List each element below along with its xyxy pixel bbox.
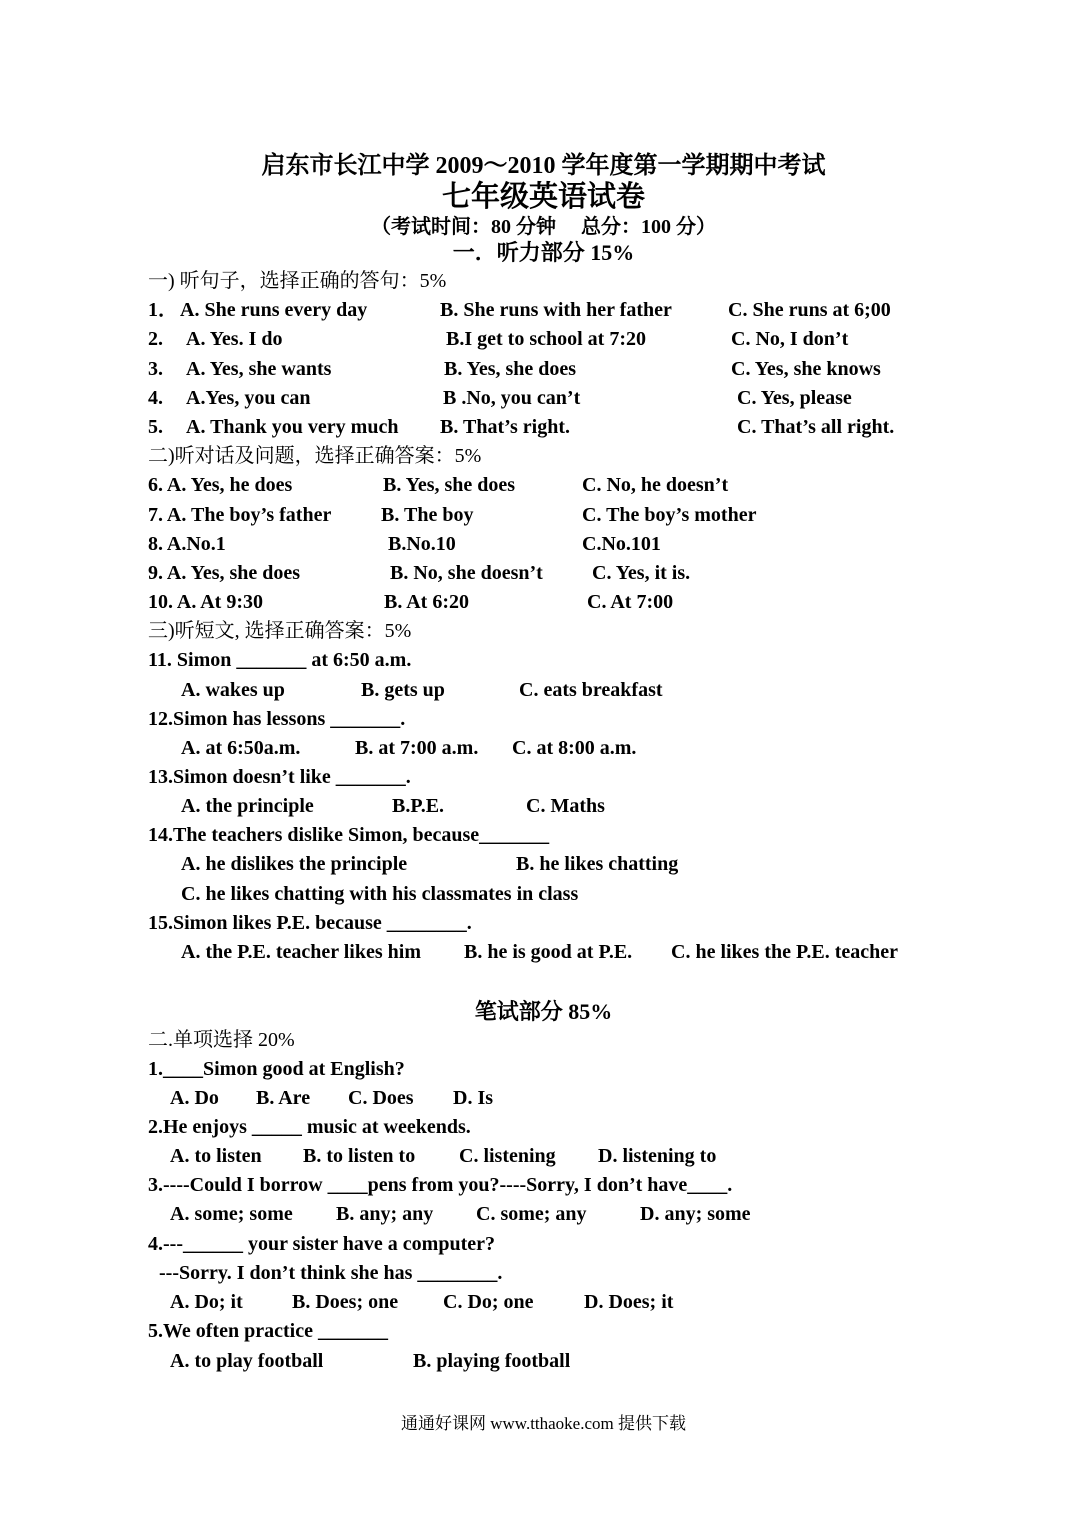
- footer-text: 通通好课网 www.tthaoke.com 提供下载: [400, 1414, 687, 1433]
- s3-q14-a: A. he dislikes the principle: [181, 853, 408, 875]
- s2-q7-a: 7. A. The boy’s father: [148, 504, 332, 526]
- s3-q11-c: C. eats breakfast: [519, 679, 663, 701]
- w-q3-c: C. some; any: [476, 1203, 587, 1225]
- s2-q10-c: C. At 7:00: [587, 591, 674, 613]
- s1-q2-b: B.I get to school at 7:20: [446, 328, 646, 350]
- s2-q8-b: B.No.10: [388, 533, 456, 555]
- written-title: 笔试部分 85%: [474, 999, 613, 1024]
- s3-q15-a: A. the P.E. teacher likes him: [181, 941, 421, 963]
- s1-q4-c: C. Yes, please: [737, 387, 852, 409]
- w-q1-d: D. Is: [453, 1087, 494, 1109]
- s1-q2-num: 2.: [148, 328, 163, 350]
- s1-q1-b: B. She runs with her father: [440, 299, 672, 321]
- s1-q1-c: C. She runs at 6;00: [728, 299, 891, 321]
- s2-q6-a: 6. A. Yes, he does: [148, 474, 293, 496]
- w-q5-a: A. to play football: [170, 1350, 324, 1372]
- s3-q15-c: C. he likes the P.E. teacher: [671, 941, 899, 963]
- s2-q9-b: B. No, she doesn’t: [390, 562, 543, 584]
- s3-q14: 14.The teachers dislike Simon, because_______: [148, 824, 550, 846]
- s3-q14-c: C. he likes chatting with his classmates in class: [181, 883, 579, 905]
- section3-heading: 三)听短文, 选择正确答案：5%: [148, 620, 412, 642]
- w-q2-a: A. to listen: [170, 1145, 262, 1167]
- s2-q9-c: C. Yes, it is.: [592, 562, 691, 584]
- w-q3: 3.----Could I borrow ____pens from you?----Sorry, I don’t have____.: [148, 1174, 733, 1196]
- w-q4-a: A. Do; it: [170, 1291, 243, 1313]
- s2-q7-b: B. The boy: [381, 504, 474, 526]
- s3-q13-a: A. the principle: [181, 795, 314, 817]
- s1-q2-a: A. Yes. I do: [186, 328, 283, 350]
- w-q5: 5.We often practice _______: [148, 1320, 388, 1342]
- s1-q4-a: A.Yes, you can: [186, 387, 311, 409]
- s3-q15: 15.Simon likes P.E. because ________.: [148, 912, 472, 934]
- w-q2-c: C. listening: [459, 1145, 556, 1167]
- exam-info: （考试时间：80 分钟 总分：100 分）: [371, 216, 716, 238]
- w-q4: 4.---______ your sister have a computer?: [148, 1233, 495, 1255]
- s3-q12-b: B. at 7:00 a.m.: [355, 737, 479, 759]
- s2-q8-a: 8. A.No.1: [148, 533, 226, 555]
- s1-q5-a: A. Thank you very much: [186, 416, 399, 438]
- s1-q3-b: B. Yes, she does: [444, 358, 577, 380]
- s3-q14-b: B. he likes chatting: [516, 853, 679, 875]
- s1-q4-num: 4.: [148, 387, 163, 409]
- s1-q2-c: C. No, I don’t: [731, 328, 849, 350]
- w-q1-c: C. Does: [348, 1087, 414, 1109]
- w-q1: 1.____Simon good at English?: [148, 1058, 405, 1080]
- school-line: 启东市长江中学 2009～2010 学年度第一学期期中考试: [261, 153, 826, 179]
- w-q3-a: A. some; some: [170, 1203, 293, 1225]
- s1-q5-num: 5.: [148, 416, 163, 438]
- s1-q3-a: A. Yes, she wants: [186, 358, 332, 380]
- s2-q6-b: B. Yes, she does: [383, 474, 516, 496]
- s1-q5-c: C. That’s all right.: [737, 416, 895, 438]
- w-q3-d: D. any; some: [640, 1203, 751, 1225]
- s1-q4-b: B .No, you can’t: [443, 387, 581, 409]
- s3-q13-b: B.P.E.: [392, 795, 445, 817]
- w-q1-a: A. Do: [170, 1087, 219, 1109]
- s2-q6-c: C. No, he doesn’t: [582, 474, 729, 496]
- s2-q10-a: 10. A. At 9:30: [148, 591, 263, 613]
- listening-title: 一．听力部分 15%: [452, 240, 635, 265]
- s1-q1-a: A. She runs every day: [180, 299, 368, 321]
- s2-q7-c: C. The boy’s mother: [582, 504, 757, 526]
- s3-q11-a: A. wakes up: [181, 679, 285, 701]
- s1-q5-b: B. That’s right.: [440, 416, 571, 438]
- w-q3-b: B. any; any: [336, 1203, 434, 1225]
- w-q2-d: D. listening to: [598, 1145, 717, 1167]
- w-q5-b: B. playing football: [413, 1350, 571, 1372]
- s3-q12: 12.Simon has lessons _______.: [148, 708, 406, 730]
- s3-q12-a: A. at 6:50a.m.: [181, 737, 301, 759]
- s2-q8-c: C.No.101: [582, 533, 661, 555]
- w-q4-line2: ---Sorry. I don’t think she has ________.: [159, 1262, 503, 1284]
- w-q2-b: B. to listen to: [303, 1145, 416, 1167]
- s3-q15-b: B. he is good at P.E.: [464, 941, 633, 963]
- w-q4-c: C. Do; one: [443, 1291, 534, 1313]
- s1-q3-c: C. Yes, she knows: [731, 358, 881, 380]
- s2-q9-a: 9. A. Yes, she does: [148, 562, 301, 584]
- s3-q11: 11. Simon _______ at 6:50 a.m.: [148, 649, 412, 671]
- section1-heading: 一) 听句子，选择正确的答句：5%: [148, 270, 447, 292]
- written-heading: 二.单项选择 20%: [148, 1029, 295, 1051]
- w-q4-b: B. Does; one: [292, 1291, 399, 1313]
- s3-q13: 13.Simon doesn’t like _______.: [148, 766, 411, 788]
- s3-q12-c: C. at 8:00 a.m.: [512, 737, 637, 759]
- exam-title: 七年级英语试卷: [441, 181, 645, 213]
- w-q2: 2.He enjoys _____ music at weekends.: [148, 1116, 471, 1138]
- s2-q10-b: B. At 6:20: [384, 591, 469, 613]
- s1-q3-num: 3.: [148, 358, 163, 380]
- s3-q11-b: B. gets up: [361, 679, 445, 701]
- s1-q1-num: 1．: [148, 299, 178, 321]
- section2-heading: 二)听对话及问题，选择正确答案：5%: [148, 445, 482, 467]
- w-q4-d: D. Does; it: [584, 1291, 674, 1313]
- s3-q13-c: C. Maths: [526, 795, 605, 817]
- w-q1-b: B. Are: [256, 1087, 311, 1109]
